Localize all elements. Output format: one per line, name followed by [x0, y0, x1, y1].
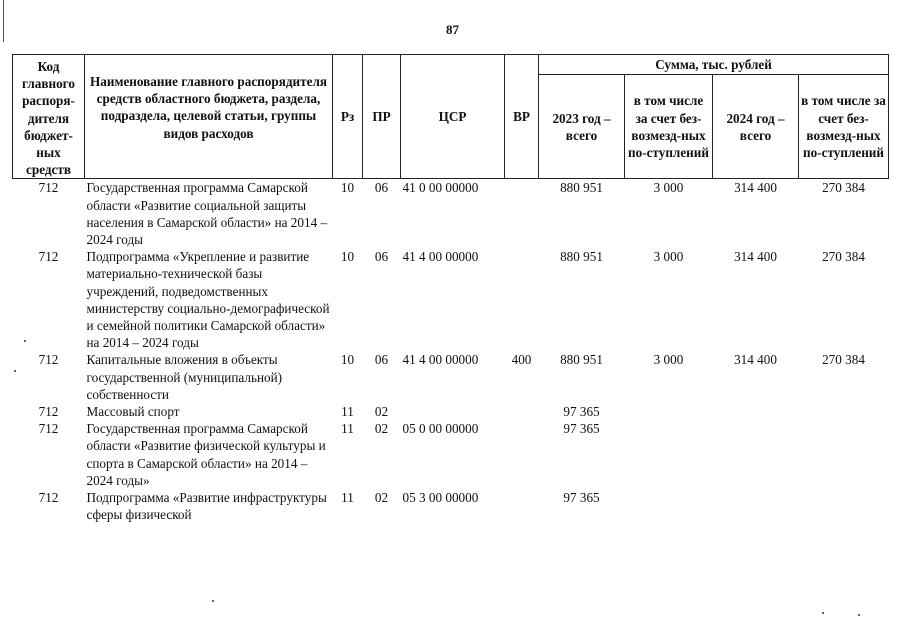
- cell-csr: 41 4 00 00000: [402, 249, 479, 265]
- cell-rz: 11: [341, 421, 354, 437]
- cell-2023-total: 97 365: [563, 421, 600, 437]
- cell-2023-free: 3 000: [653, 352, 684, 368]
- cell-2024-free: [799, 420, 889, 489]
- cell-2023-total: 97 365: [563, 404, 600, 420]
- cell-2024-free: [799, 489, 889, 523]
- scan-speck: [858, 614, 860, 616]
- cell-pr: 06: [374, 180, 389, 196]
- cell-2024-total: 314 400: [734, 352, 777, 368]
- cell-2023-free: 3 000: [653, 180, 684, 196]
- cell-code: 712: [38, 352, 59, 368]
- header-csr: ЦСР: [401, 55, 505, 179]
- table-header: [13, 55, 889, 179]
- cell-code: 712: [38, 421, 59, 437]
- cell-vr: [505, 489, 539, 523]
- scan-speck: [212, 600, 214, 602]
- cell-vr: [505, 420, 539, 489]
- header-2024-free: в том числе за счет без-возмезд-ных по-ступлений: [799, 75, 889, 179]
- table-row: [13, 489, 889, 523]
- cell-name: Капитальные вложения в объекты государственной (муниципальной) собственности: [86, 352, 283, 402]
- cell-pr: 06: [374, 352, 389, 368]
- cell-code: 712: [38, 490, 59, 506]
- scan-speck: [822, 612, 824, 614]
- cell-2023-total: 97 365: [563, 490, 600, 506]
- cell-pr: 06: [374, 249, 389, 265]
- cell-2024-total: 314 400: [734, 180, 777, 196]
- cell-2023-free: [625, 489, 713, 523]
- cell-vr: [505, 248, 539, 351]
- cell-2024-total: [713, 420, 799, 489]
- cell-2023-free: [625, 420, 713, 489]
- header-rz: Рз: [333, 55, 363, 179]
- cell-code: 712: [38, 404, 59, 420]
- cell-2023-total: 880 951: [560, 352, 603, 368]
- cell-2024-total: 314 400: [734, 249, 777, 265]
- cell-2023-total: 880 951: [560, 249, 603, 265]
- cell-vr: [505, 403, 539, 420]
- scan-speck: [24, 340, 26, 342]
- page-number: 87: [446, 22, 459, 37]
- budget-table: [12, 54, 889, 523]
- cell-2024-free: 270 384: [822, 180, 865, 196]
- cell-2024-free: [799, 403, 889, 420]
- table-row: [13, 403, 889, 420]
- header-vr: ВР: [505, 55, 539, 179]
- scan-speck: [14, 370, 16, 372]
- cell-2024-free: 270 384: [822, 249, 865, 265]
- cell-rz: 10: [340, 180, 355, 196]
- cell-csr: 05 0 00 00000: [402, 421, 479, 437]
- cell-name: Подпрограмма «Укрепление и развитие материально-технической базы учреждений, подведомственных министерству социально-демографической и семейной политики Самарской области» на 2014 – 2024 годы: [86, 249, 330, 351]
- cell-vr: [505, 179, 539, 248]
- table-body: [13, 179, 889, 524]
- cell-name: Государственная программа Самарской области «Развитие физической культуры и спорта в Самарской области» на 2014 – 2024 годы»: [86, 421, 326, 488]
- cell-code: 712: [38, 180, 59, 196]
- cell-pr: 02: [374, 421, 389, 437]
- cell-csr: 05 3 00 00000: [402, 490, 479, 506]
- table-row: [13, 248, 889, 351]
- cell-2024-total: [713, 489, 799, 523]
- header-pr: ПР: [363, 55, 401, 179]
- cell-2023-free: 3 000: [653, 249, 684, 265]
- cell-2023-total: 880 951: [560, 180, 603, 196]
- cell-name: Подпрограмма «Развитие инфраструктуры сферы физической: [86, 490, 327, 523]
- cell-rz: 10: [340, 352, 355, 368]
- cell-csr: 41 4 00 00000: [402, 352, 479, 368]
- cell-csr: [401, 403, 505, 420]
- cell-name: Массовый спорт: [86, 404, 180, 420]
- cell-2024-free: 270 384: [822, 352, 865, 368]
- cell-pr: 02: [374, 490, 389, 506]
- header-sum: Сумма, тыс. рублей: [539, 55, 889, 75]
- cell-2024-total: [713, 403, 799, 420]
- cell-vr: 400: [511, 352, 532, 368]
- header-2023-total: 2023 год – всего: [539, 75, 625, 179]
- cell-rz: 11: [341, 404, 354, 420]
- cell-name: Государственная программа Самарской области «Развитие социальной защиты населения в Самарской области» на 2014 – 2024 годы: [86, 180, 328, 248]
- table-row: [13, 351, 889, 403]
- header-2023-free: в том числе за счет без-возмезд-ных по-ступлений: [625, 75, 713, 179]
- cell-csr: 41 0 00 00000: [402, 180, 479, 196]
- cell-pr: 02: [374, 404, 389, 420]
- header-name: Наименование главного распорядителя средств областного бюджета, раздела, подраздела, целевой статьи, группы видов расходов: [85, 55, 333, 179]
- header-code: Код главного распоря-дителя бюджет-ных средств: [13, 55, 85, 179]
- cell-code: 712: [38, 249, 59, 265]
- header-2024-total: 2024 год – всего: [713, 75, 799, 179]
- cell-2023-free: [625, 403, 713, 420]
- cell-rz: 10: [340, 249, 355, 265]
- table-row: [13, 420, 889, 489]
- table-row: [13, 179, 889, 248]
- cell-rz: 11: [341, 490, 354, 506]
